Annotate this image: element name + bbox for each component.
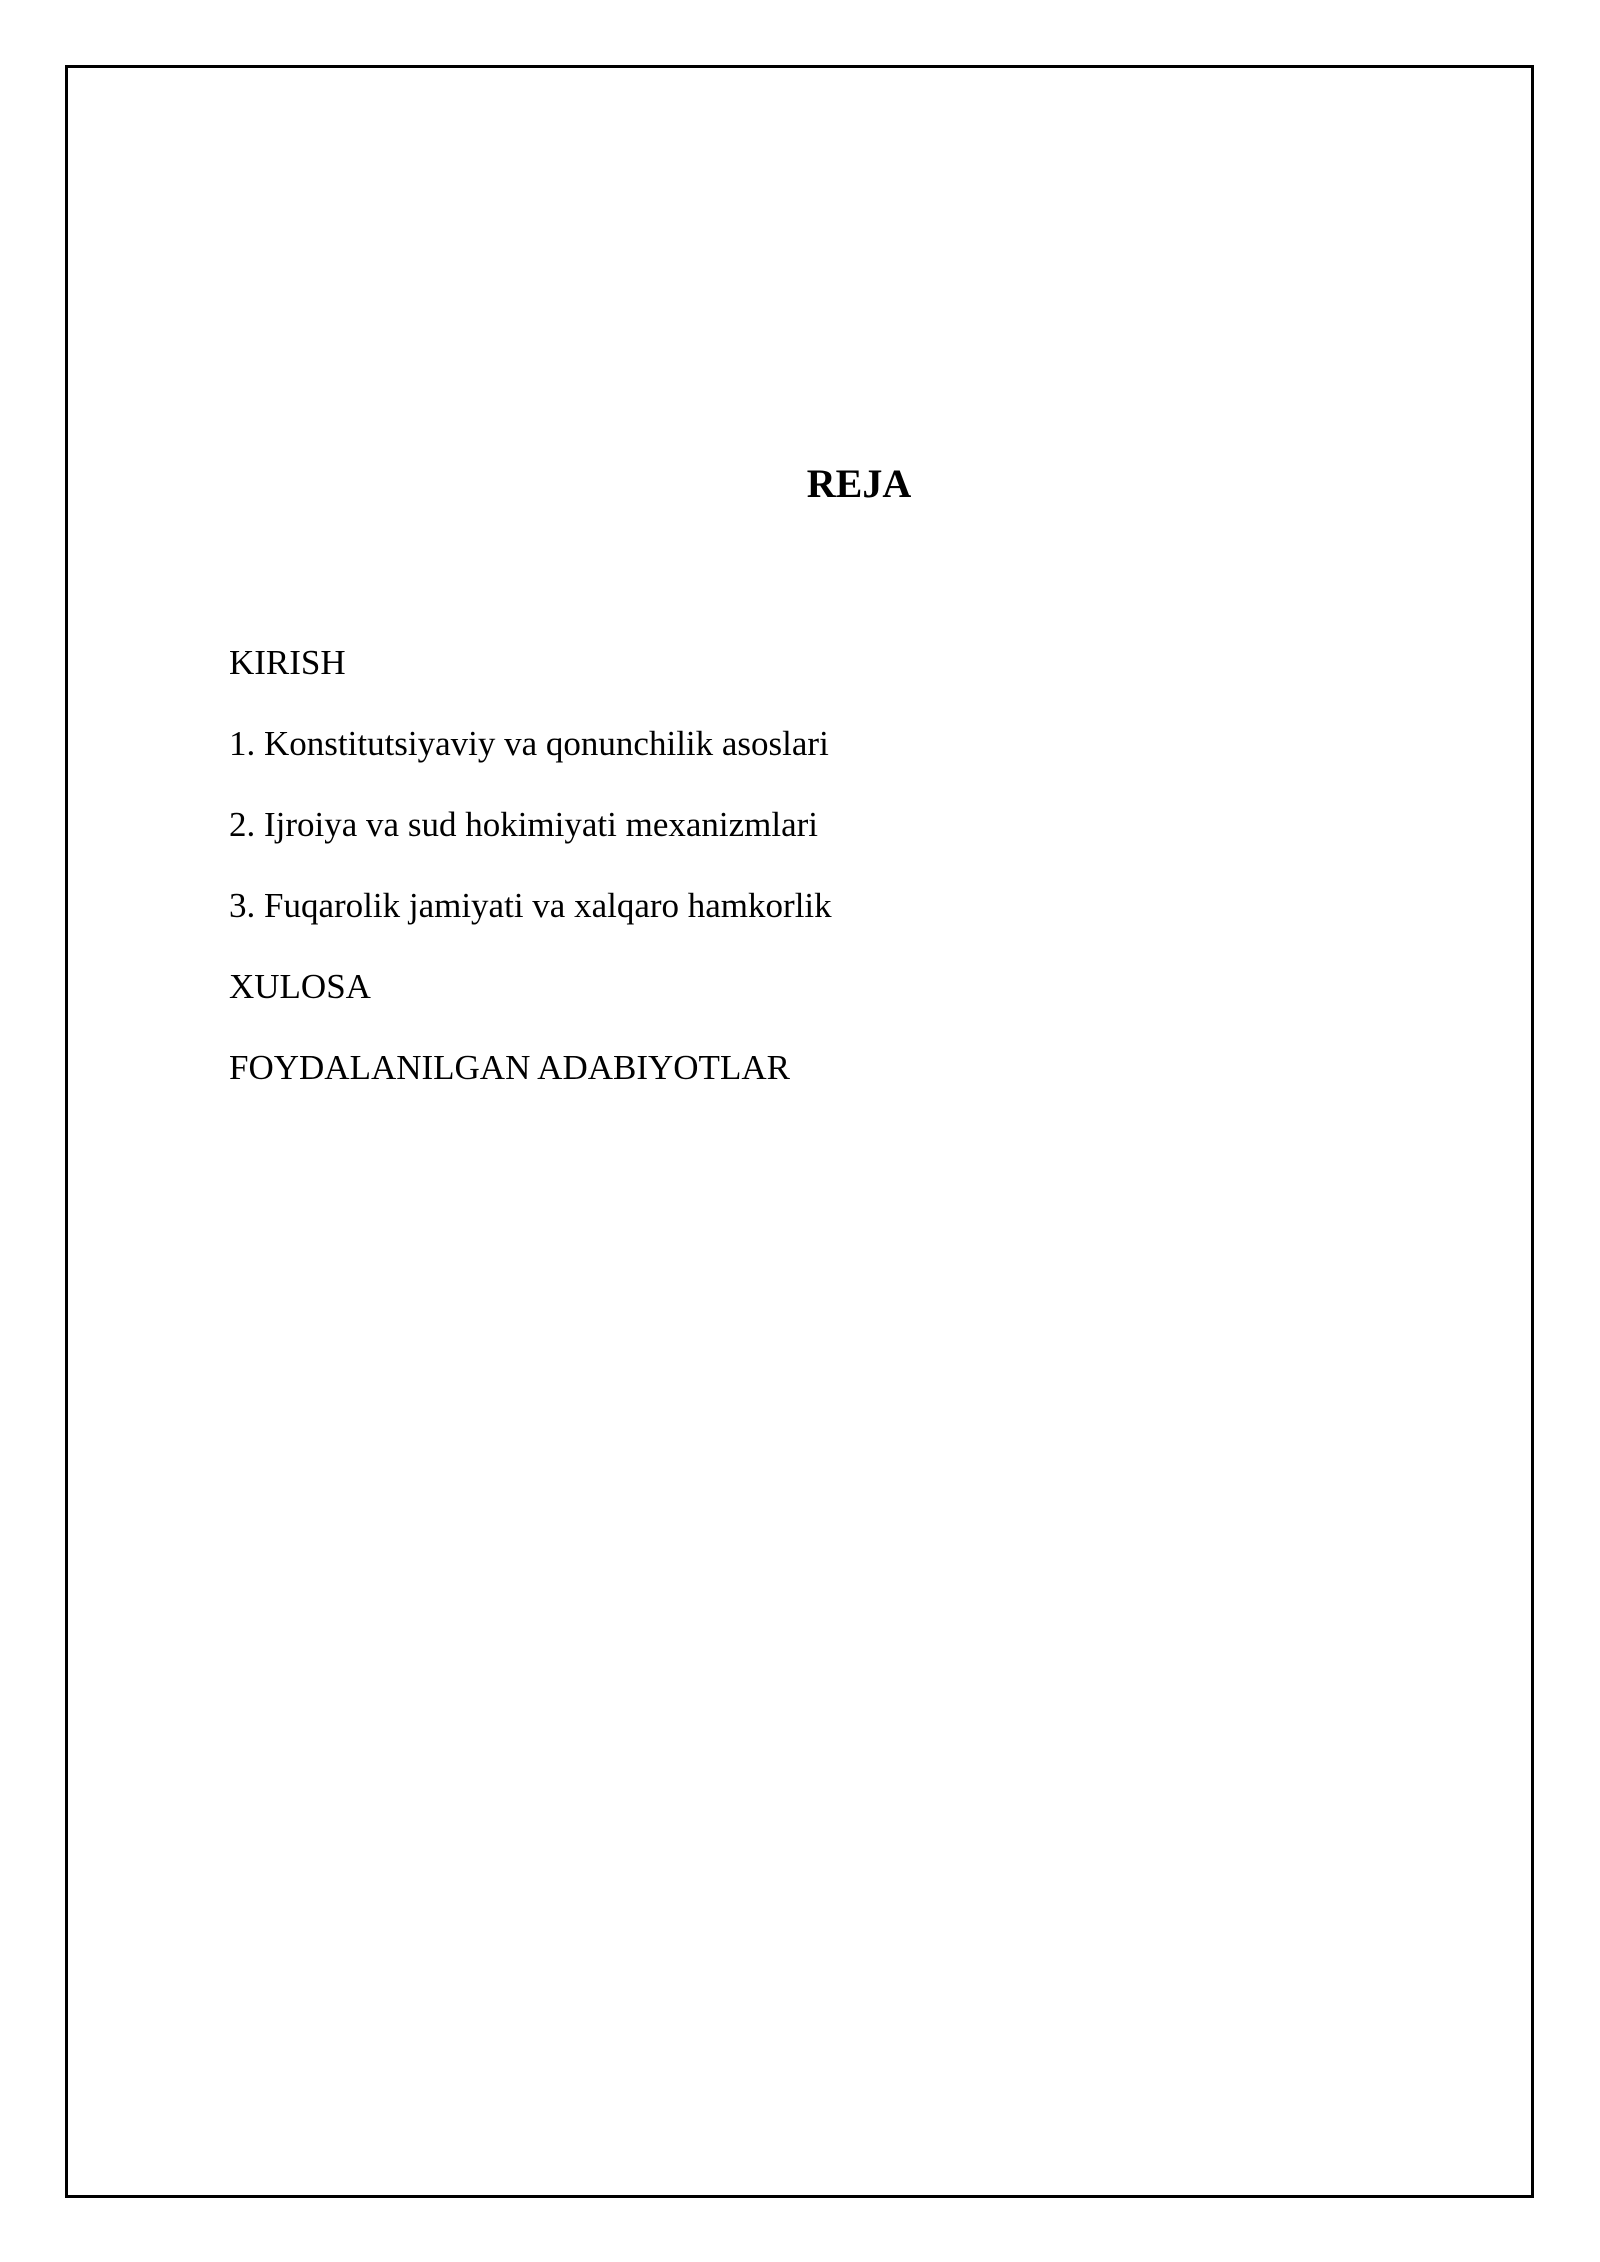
plan-item-introduction: KIRISH [229, 643, 346, 682]
plan-item-references: FOYDALANILGAN ADABIYOTLAR [229, 1048, 790, 1087]
page-border [65, 65, 1534, 2198]
plan-item-chapter-3: 3. Fuqarolik jamiyati va xalqaro hamkorlik [229, 886, 832, 925]
page-title: REJA [806, 461, 912, 506]
plan-item-chapter-2: 2. Ijroiya va sud hokimiyati mexanizmlari [229, 805, 819, 844]
plan-list [229, 639, 832, 1125]
plan-item-chapter-1: 1. Konstitutsiyaviy va qonunchilik asoslari [229, 724, 829, 763]
plan-item-conclusion: XULOSA [229, 967, 371, 1006]
